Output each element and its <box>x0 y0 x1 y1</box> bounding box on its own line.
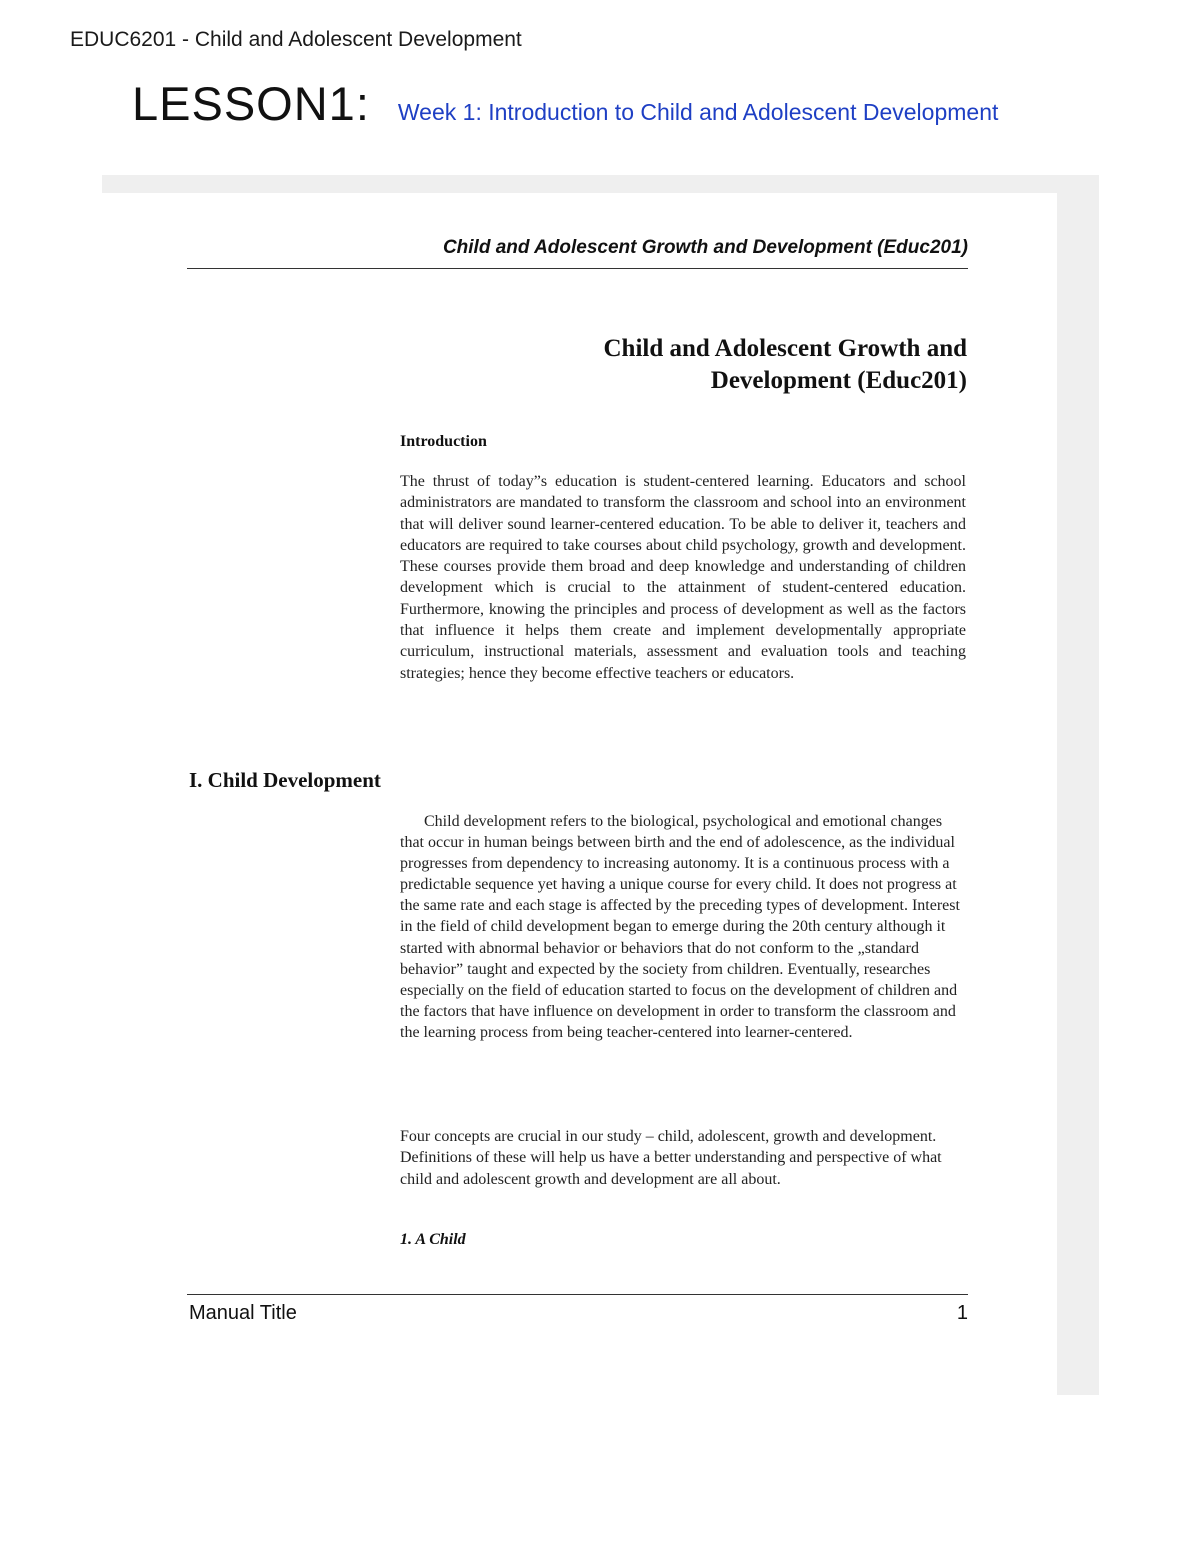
lesson-title-row <box>132 76 998 131</box>
introduction-paragraph: The thrust of today”s education is student-centered learning. Educators and school administrators are mandated to transform the classroom and school into an environment that will deliver sound learner-centered education. To be able to deliver it, teachers and educators are required to take courses about child psychology, growth and development. These courses provide them broad and deep knowledge and understanding of children development which is crucial to the attainment of student-centered education. Furthermore, knowing the principles and process of development as well as the factors that influence it helps them create and implement developmentally appropriate curriculum, instructional materials, assessment and evaluation tools and teaching strategies; hence they become effective teachers or educators. <box>400 473 966 682</box>
footer-divider <box>187 1294 968 1295</box>
course-header: EDUC6201 - Child and Adolescent Development <box>70 28 522 51</box>
page-number: 1 <box>956 1302 968 1324</box>
header-divider <box>187 268 968 269</box>
running-head: Child and Adolescent Growth and Development (Educ201) <box>442 237 968 258</box>
lesson-subtitle: Week 1: Introduction to Child and Adolescent Development <box>397 99 999 125</box>
four-concepts-paragraph: Four concepts are crucial in our study – child, adolescent, growth and development. Definitions of these will help us have a better understanding and perspective of what child and adolescent growth and development are all about. <box>400 1128 942 1188</box>
document-viewer[interactable] <box>102 175 1099 1395</box>
child-development-paragraph: Child development refers to the biological, psychological and emotional changes that occur in human beings between birth and the end of adolescence, as the individual progresses from dependency to increasing autonomy. It is a continuous process with a predictable sequence yet having a unique course for every child. It does not progress at the same rate and each stage is affected by the preceding types of development. Interest in the field of child development began to emerge during the 20th century although it started with abnormal behavior or behaviors that do not conform to the „standard behavior” taught and expected by the society from children. Eventually, researches especially on the field of education started to focus on the development of children and the factors that have influence on development in order to transform the classroom and the learning process from being teacher-centered into learner-centered. <box>400 813 960 1041</box>
document-page <box>102 193 1057 1395</box>
footer-title: Manual Title <box>189 1302 297 1324</box>
section-heading-child-development: I. Child Development <box>189 768 381 792</box>
introduction-heading: Introduction <box>400 433 487 450</box>
document-title <box>402 333 967 397</box>
document-title-line-2: Development (Educ201) <box>710 367 967 394</box>
lesson-label: LESSON1: <box>132 77 370 130</box>
subsection-heading-a-child: 1. A Child <box>400 1231 466 1248</box>
document-title-line-1: Child and Adolescent Growth and <box>603 335 967 362</box>
